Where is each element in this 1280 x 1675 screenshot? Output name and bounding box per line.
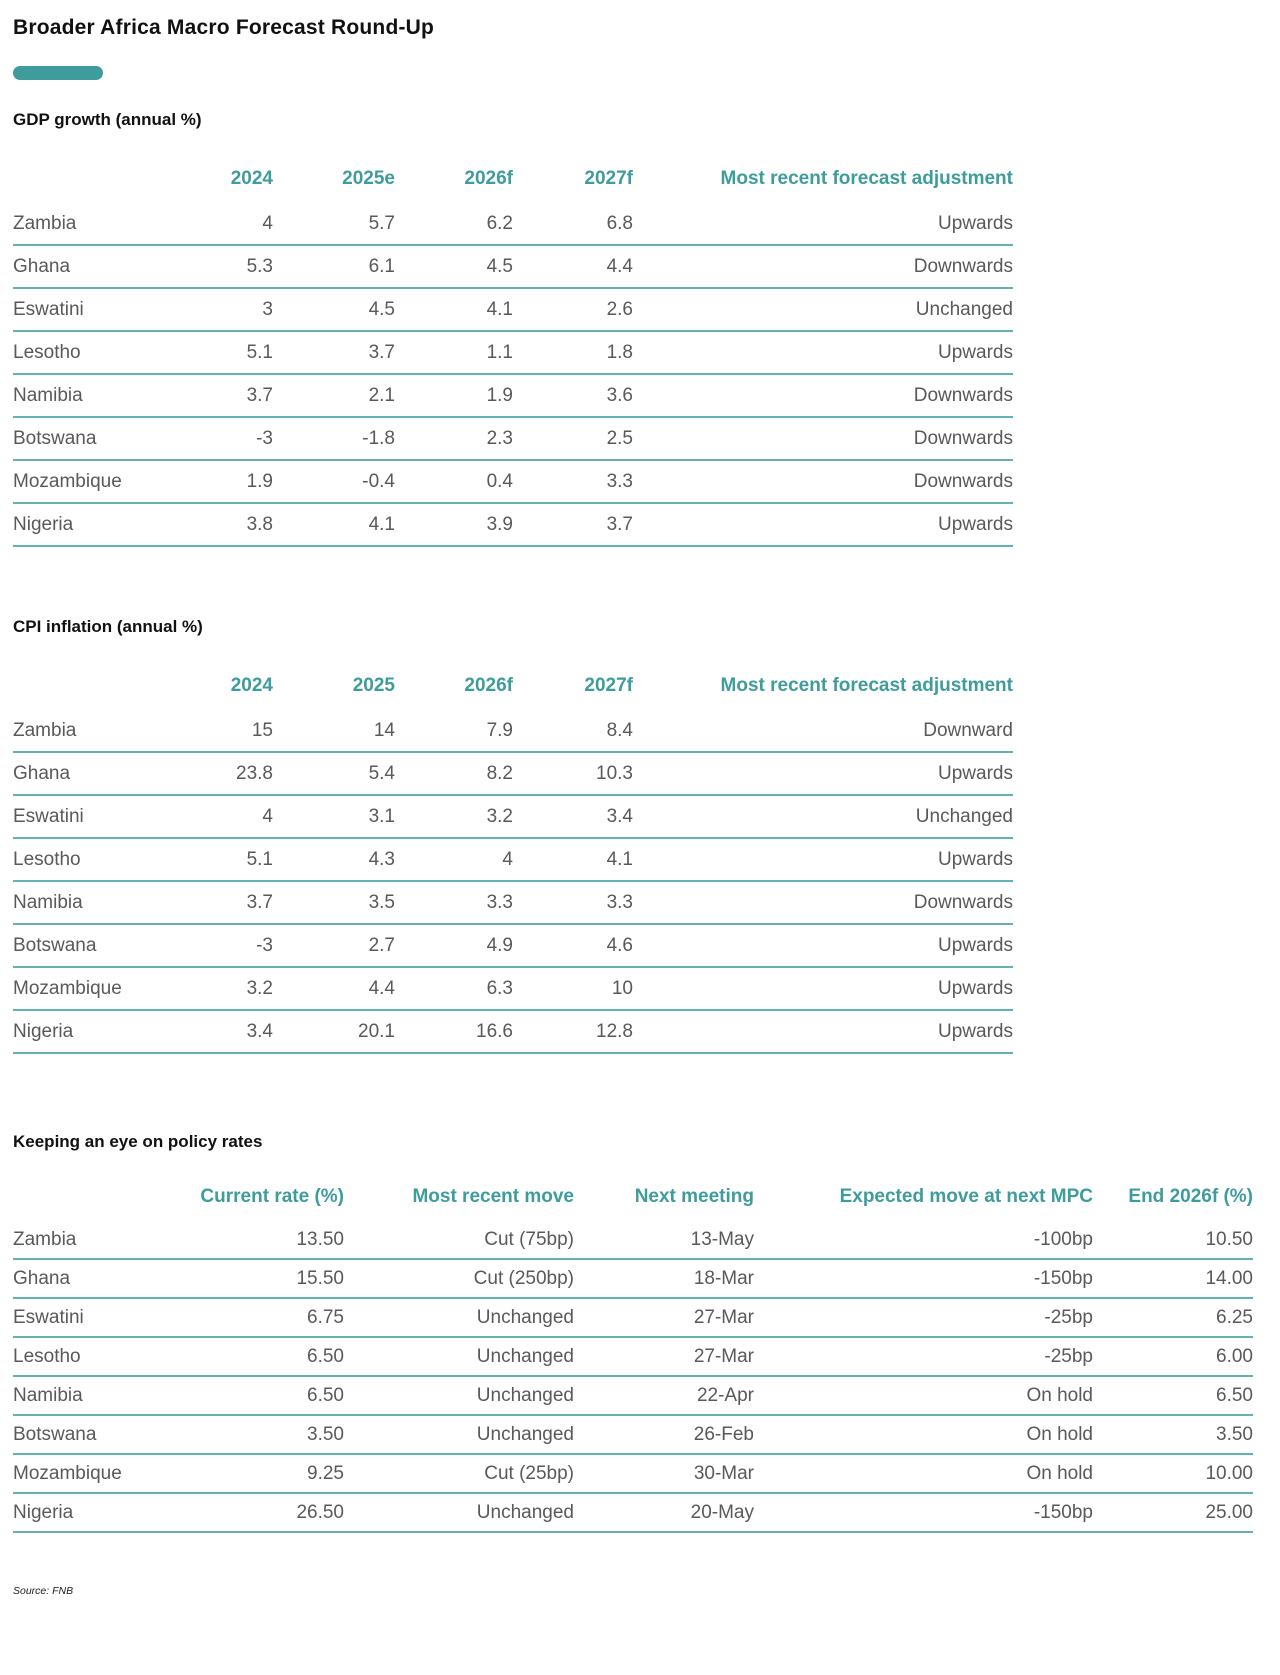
- table-row: [13, 1337, 1253, 1376]
- table-row: [13, 1454, 1253, 1493]
- value-cell: 4.5: [273, 288, 395, 331]
- country-label: Nigeria: [13, 503, 213, 546]
- value-cell: Upwards: [633, 752, 1013, 795]
- column-header: 2024: [230, 675, 273, 696]
- value-cell: 4: [213, 203, 273, 245]
- page-title: Broader Africa Macro Forecast Round-Up: [13, 16, 435, 39]
- table-row: [13, 838, 1013, 881]
- value-cell: 5.4: [273, 752, 395, 795]
- country-label: Nigeria: [13, 1010, 213, 1053]
- value-cell: 5.7: [273, 203, 395, 245]
- value-cell: 4: [213, 795, 273, 838]
- value-cell: 6.50: [173, 1376, 344, 1415]
- policy-rates-heading: Keeping an eye on policy rates: [13, 1132, 263, 1151]
- source-note: Source: FNB: [13, 1585, 74, 1597]
- value-cell: 15.50: [173, 1259, 344, 1298]
- table-row: [13, 288, 1013, 331]
- column-header: Expected move at next MPC: [839, 1186, 1093, 1207]
- value-cell: Downwards: [633, 245, 1013, 288]
- value-cell: On hold: [754, 1376, 1093, 1415]
- column-header: Most recent forecast adjustment: [720, 168, 1013, 189]
- column-header: 2026f: [464, 168, 513, 189]
- table-row: [13, 1493, 1253, 1532]
- country-label: Namibia: [13, 374, 213, 417]
- table-row: [13, 1298, 1253, 1337]
- gdp-growth-heading: GDP growth (annual %): [13, 110, 202, 129]
- value-cell: 1.9: [395, 374, 513, 417]
- value-cell: 3.9: [395, 503, 513, 546]
- policy-rates-section: [13, 1132, 1260, 1533]
- cpi-inflation-heading: CPI inflation (annual %): [13, 617, 203, 636]
- value-cell: 5.3: [213, 245, 273, 288]
- value-cell: 6.25: [1093, 1298, 1253, 1337]
- value-cell: 3.5: [273, 881, 395, 924]
- country-label: Botswana: [13, 924, 213, 967]
- value-cell: Downwards: [633, 460, 1013, 503]
- value-cell: 3.50: [173, 1415, 344, 1454]
- value-cell: 18-Mar: [574, 1259, 754, 1298]
- value-cell: 6.1: [273, 245, 395, 288]
- value-cell: 0.4: [395, 460, 513, 503]
- value-cell: -1.8: [273, 417, 395, 460]
- column-header: Most recent forecast adjustment: [720, 675, 1013, 696]
- value-cell: 3.3: [513, 881, 633, 924]
- header-row: [13, 1186, 1253, 1221]
- country-column-header: [13, 675, 213, 710]
- value-cell: 26-Feb: [574, 1415, 754, 1454]
- value-cell: 4.9: [395, 924, 513, 967]
- table-row: [13, 924, 1013, 967]
- value-cell: 16.6: [395, 1010, 513, 1053]
- country-label: Ghana: [13, 245, 213, 288]
- country-label: Nigeria: [13, 1493, 173, 1532]
- value-cell: 4.1: [273, 503, 395, 546]
- column-header: Current rate (%): [200, 1186, 344, 1207]
- value-cell: 3.7: [213, 374, 273, 417]
- value-cell: 5.1: [213, 331, 273, 374]
- value-cell: 1.1: [395, 331, 513, 374]
- value-cell: Cut (75bp): [344, 1221, 574, 1259]
- value-cell: 13-May: [574, 1221, 754, 1259]
- value-cell: 3.3: [513, 460, 633, 503]
- country-label: Botswana: [13, 1415, 173, 1454]
- value-cell: 13.50: [173, 1221, 344, 1259]
- value-cell: On hold: [754, 1454, 1093, 1493]
- value-cell: Upwards: [633, 503, 1013, 546]
- value-cell: 26.50: [173, 1493, 344, 1532]
- table-row: [13, 331, 1013, 374]
- value-cell: 20-May: [574, 1493, 754, 1532]
- table-row: [13, 1221, 1253, 1259]
- value-cell: Downwards: [633, 374, 1013, 417]
- table-row: [13, 710, 1013, 752]
- country-label: Lesotho: [13, 838, 213, 881]
- column-header: 2026f: [464, 675, 513, 696]
- value-cell: 8.2: [395, 752, 513, 795]
- value-cell: 3: [213, 288, 273, 331]
- value-cell: Unchanged: [344, 1493, 574, 1532]
- value-cell: Upwards: [633, 838, 1013, 881]
- value-cell: 3.4: [513, 795, 633, 838]
- value-cell: 20.1: [273, 1010, 395, 1053]
- value-cell: Unchanged: [344, 1376, 574, 1415]
- value-cell: 4.1: [513, 838, 633, 881]
- column-header: 2027f: [584, 168, 633, 189]
- value-cell: 23.8: [213, 752, 273, 795]
- country-label: Lesotho: [13, 331, 213, 374]
- value-cell: 6.3: [395, 967, 513, 1010]
- column-header: Next meeting: [634, 1186, 754, 1207]
- value-cell: On hold: [754, 1415, 1093, 1454]
- country-label: Botswana: [13, 417, 213, 460]
- table-row: [13, 881, 1013, 924]
- value-cell: -25bp: [754, 1337, 1093, 1376]
- value-cell: 4.3: [273, 838, 395, 881]
- value-cell: Upwards: [633, 203, 1013, 245]
- value-cell: 4.6: [513, 924, 633, 967]
- value-cell: 3.7: [513, 503, 633, 546]
- value-cell: 15: [213, 710, 273, 752]
- value-cell: Upwards: [633, 924, 1013, 967]
- country-label: Mozambique: [13, 967, 213, 1010]
- value-cell: 22-Apr: [574, 1376, 754, 1415]
- column-header: 2025: [352, 675, 395, 696]
- table-row: [13, 752, 1013, 795]
- country-label: Mozambique: [13, 1454, 173, 1493]
- value-cell: Upwards: [633, 1010, 1013, 1053]
- column-header: 2025e: [342, 168, 395, 189]
- value-cell: 2.7: [273, 924, 395, 967]
- column-header: 2024: [230, 168, 273, 189]
- value-cell: 6.8: [513, 203, 633, 245]
- value-cell: 2.5: [513, 417, 633, 460]
- value-cell: -0.4: [273, 460, 395, 503]
- country-label: Lesotho: [13, 1337, 173, 1376]
- value-cell: Unchanged: [633, 288, 1013, 331]
- table-row: [13, 245, 1013, 288]
- value-cell: 3.50: [1093, 1415, 1253, 1454]
- country-label: Mozambique: [13, 460, 213, 503]
- value-cell: 3.6: [513, 374, 633, 417]
- value-cell: 3.7: [213, 881, 273, 924]
- column-header: 2027f: [584, 675, 633, 696]
- value-cell: 10.3: [513, 752, 633, 795]
- value-cell: 3.4: [213, 1010, 273, 1053]
- value-cell: Unchanged: [633, 795, 1013, 838]
- value-cell: 2.3: [395, 417, 513, 460]
- value-cell: Unchanged: [344, 1298, 574, 1337]
- country-label: Zambia: [13, 1221, 173, 1259]
- table-row: [13, 503, 1013, 546]
- country-label: Eswatini: [13, 795, 213, 838]
- value-cell: Unchanged: [344, 1337, 574, 1376]
- value-cell: -150bp: [754, 1259, 1093, 1298]
- gdp-growth-section: [13, 110, 1260, 547]
- value-cell: 10.50: [1093, 1221, 1253, 1259]
- value-cell: 8.4: [513, 710, 633, 752]
- value-cell: 6.50: [1093, 1376, 1253, 1415]
- value-cell: 14.00: [1093, 1259, 1253, 1298]
- report-page: [13, 16, 1260, 1597]
- value-cell: Upwards: [633, 331, 1013, 374]
- header-row: [13, 675, 1013, 710]
- value-cell: 1.8: [513, 331, 633, 374]
- country-column-header: [13, 1186, 173, 1221]
- value-cell: 10: [513, 967, 633, 1010]
- country-label: Ghana: [13, 1259, 173, 1298]
- value-cell: -3: [213, 924, 273, 967]
- table-row: [13, 203, 1013, 245]
- column-header: End 2026f (%): [1128, 1186, 1253, 1207]
- country-label: Zambia: [13, 710, 213, 752]
- value-cell: 25.00: [1093, 1493, 1253, 1532]
- column-header: Most recent move: [412, 1186, 574, 1207]
- value-cell: Cut (250bp): [344, 1259, 574, 1298]
- value-cell: 4.1: [395, 288, 513, 331]
- accent-bar: [13, 66, 103, 80]
- value-cell: -150bp: [754, 1493, 1093, 1532]
- country-label: Eswatini: [13, 288, 213, 331]
- value-cell: Cut (25bp): [344, 1454, 574, 1493]
- value-cell: -25bp: [754, 1298, 1093, 1337]
- value-cell: Downwards: [633, 417, 1013, 460]
- value-cell: 12.8: [513, 1010, 633, 1053]
- table-row: [13, 374, 1013, 417]
- cpi-inflation-table: [13, 675, 1013, 1054]
- value-cell: 4: [395, 838, 513, 881]
- table-row: [13, 460, 1013, 503]
- value-cell: 5.1: [213, 838, 273, 881]
- value-cell: 3.2: [213, 967, 273, 1010]
- country-column-header: [13, 168, 213, 203]
- country-label: Namibia: [13, 1376, 173, 1415]
- value-cell: 6.2: [395, 203, 513, 245]
- value-cell: 2.1: [273, 374, 395, 417]
- value-cell: 3.2: [395, 795, 513, 838]
- value-cell: 4.4: [513, 245, 633, 288]
- table-row: [13, 417, 1013, 460]
- value-cell: 14: [273, 710, 395, 752]
- value-cell: 6.50: [173, 1337, 344, 1376]
- value-cell: 2.6: [513, 288, 633, 331]
- value-cell: 3.8: [213, 503, 273, 546]
- value-cell: -3: [213, 417, 273, 460]
- value-cell: 1.9: [213, 460, 273, 503]
- value-cell: 3.3: [395, 881, 513, 924]
- gdp-growth-table: [13, 168, 1013, 547]
- value-cell: Downward: [633, 710, 1013, 752]
- value-cell: 4.4: [273, 967, 395, 1010]
- table-row: [13, 1376, 1253, 1415]
- value-cell: 9.25: [173, 1454, 344, 1493]
- table-row: [13, 1010, 1013, 1053]
- table-row: [13, 1415, 1253, 1454]
- table-row: [13, 795, 1013, 838]
- value-cell: Downwards: [633, 881, 1013, 924]
- value-cell: -100bp: [754, 1221, 1093, 1259]
- value-cell: 4.5: [395, 245, 513, 288]
- country-label: Eswatini: [13, 1298, 173, 1337]
- value-cell: 6.75: [173, 1298, 344, 1337]
- value-cell: 3.7: [273, 331, 395, 374]
- value-cell: 6.00: [1093, 1337, 1253, 1376]
- cpi-inflation-section: [13, 617, 1260, 1054]
- value-cell: 30-Mar: [574, 1454, 754, 1493]
- value-cell: Unchanged: [344, 1415, 574, 1454]
- header-row: [13, 168, 1013, 203]
- table-row: [13, 967, 1013, 1010]
- value-cell: Upwards: [633, 967, 1013, 1010]
- country-label: Ghana: [13, 752, 213, 795]
- value-cell: 27-Mar: [574, 1337, 754, 1376]
- country-label: Namibia: [13, 881, 213, 924]
- policy-rates-table: [13, 1186, 1253, 1533]
- country-label: Zambia: [13, 203, 213, 245]
- value-cell: 3.1: [273, 795, 395, 838]
- value-cell: 27-Mar: [574, 1298, 754, 1337]
- value-cell: 10.00: [1093, 1454, 1253, 1493]
- value-cell: 7.9: [395, 710, 513, 752]
- table-row: [13, 1259, 1253, 1298]
